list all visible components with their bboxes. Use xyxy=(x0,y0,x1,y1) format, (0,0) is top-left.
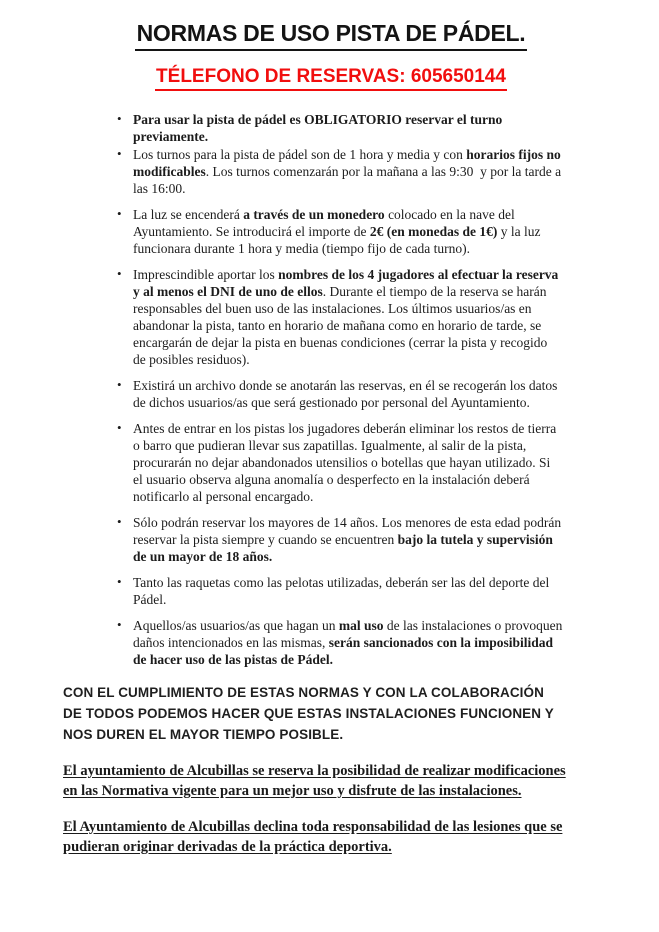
bullet-icon: • xyxy=(117,206,122,221)
rule-text xyxy=(133,515,561,564)
rule-text xyxy=(133,575,549,607)
text-segment: Imprescindible aportar los xyxy=(133,267,279,282)
list-item xyxy=(116,111,563,145)
bullet-icon: • xyxy=(117,146,122,161)
document-header xyxy=(63,20,599,91)
reservations-phone-text: TÉLEFONO DE RESERVAS: 605650144 xyxy=(155,66,507,91)
text-segment: a través de un monedero xyxy=(243,207,385,222)
bullet-icon: • xyxy=(117,617,122,632)
text-segment: 2€ (en monedas de 1€) xyxy=(369,224,498,239)
text-segment: Existirá un archivo donde se anotarán las reservas, en él se recogerán los datos de dichos usuarios/as que será gestionado por personal del Ayuntamiento. xyxy=(133,378,558,410)
text-segment: horarios fijos no modificables xyxy=(133,147,561,179)
list-item xyxy=(116,574,563,608)
list-item xyxy=(116,420,563,505)
text-segment: y la luz funcionara durante 1 hora y media (tiempo fijo de cada turno). xyxy=(133,224,541,256)
text-segment: Tanto las raquetas como las pelotas utilizadas, deberán ser las del deporte del Pádel. xyxy=(133,575,550,607)
rule-text xyxy=(133,378,557,410)
list-item xyxy=(116,266,563,368)
text-segment: de las instalaciones o provoquen daños intencionados en las mismas, xyxy=(133,618,563,650)
bullet-icon: • xyxy=(117,377,122,392)
text-segment: . Los turnos comenzarán por la mañana a las 9:30 y por la tarde a las 16:00. xyxy=(133,164,562,196)
text-segment: serán sancionados con la imposibilidad de hacer uso de las pistas de Pádel. xyxy=(133,635,554,667)
text-segment: . Durante el tiempo de la reserva se harán responsables del buen uso de las instalaciones. Los últimos usuarios/as en abandonar la pista, tanto en horario de mañana como en horario de tarde, se encargarán de dejar la pista en buenas condiciones (cerrar la pista y recogido de posibles residuos). xyxy=(133,284,548,367)
bullet-icon: • xyxy=(117,574,122,589)
rule-text xyxy=(133,267,558,367)
closing-paragraph-liability: El Ayuntamiento de Alcubillas declina toda responsabilidad de las lesiones que se pudieran originar derivadas de la práctica deportiva. xyxy=(63,819,563,855)
text-segment: Aquellos/as usuarios/as que hagan un xyxy=(133,618,339,633)
text-segment: bajo la tutela y supervisión de un mayor de 18 años. xyxy=(133,532,553,564)
rule-text xyxy=(133,207,540,256)
rule-text xyxy=(133,421,556,504)
list-item xyxy=(116,514,563,565)
text-segment: colocado en la nave del Ayuntamiento. Se introducirá el importe de xyxy=(133,207,515,239)
text-segment: Sólo podrán reservar los mayores de 14 años. Los menores de esta edad podrán reservar la pista siempre y cuando se encuentren xyxy=(133,515,562,547)
text-segment: Para usar la pista de pádel es OBLIGATORIO reservar el turno previamente. xyxy=(133,112,503,144)
rules-list xyxy=(63,111,599,668)
closing-paragraph-modifications: El ayuntamiento de Alcubillas se reserva la posibilidad de realizar modificaciones en las Normativa vigente para un mejor uso y disfrute de las instalaciones. xyxy=(63,763,566,799)
text-segment: nombres de los 4 jugadores al efectuar la reserva y al menos el DNI de uno de ellos xyxy=(133,267,559,299)
bullet-icon: • xyxy=(117,420,122,435)
list-item xyxy=(116,377,563,411)
list-item xyxy=(116,206,563,257)
page-title-text: NORMAS DE USO PISTA DE PÁDEL. xyxy=(135,20,528,51)
text-segment: La luz se encenderá xyxy=(133,207,244,222)
reservations-phone xyxy=(63,66,599,91)
bullet-icon: • xyxy=(117,266,122,281)
rule-text xyxy=(133,147,561,196)
rule-text xyxy=(133,112,502,144)
closing-paragraph-compliance: CON EL CUMPLIMIENTO DE ESTAS NORMAS Y CON LA COLABORACIÓN DE TODOS PODEMOS HACER QUE ESTAS INSTALACIONES FUNCIONEN Y NOS DUREN EL MAYOR TIEMPO POSIBLE. xyxy=(63,685,554,742)
list-item xyxy=(116,617,563,668)
text-segment: Los turnos para la pista de pádel son de 1 hora y media y con xyxy=(133,147,467,162)
bullet-icon: • xyxy=(117,514,122,529)
list-item xyxy=(116,146,563,197)
rule-text xyxy=(133,618,562,667)
text-segment: mal uso xyxy=(338,618,384,633)
text-segment: Antes de entrar en los pistas los jugadores deberán eliminar los restos de tierra o barro que pudieran llevar sus zapatillas. Igualmente, al salir de la pista, procurarán no dejar abandonados utensilios o botellas que hayan utilizado. Si el usuario observa alguna anomalía o desperfecto en la instalación deberá notificarlo al personal encargado. xyxy=(133,421,557,504)
page-title xyxy=(63,20,599,51)
bullet-icon: • xyxy=(117,111,122,126)
